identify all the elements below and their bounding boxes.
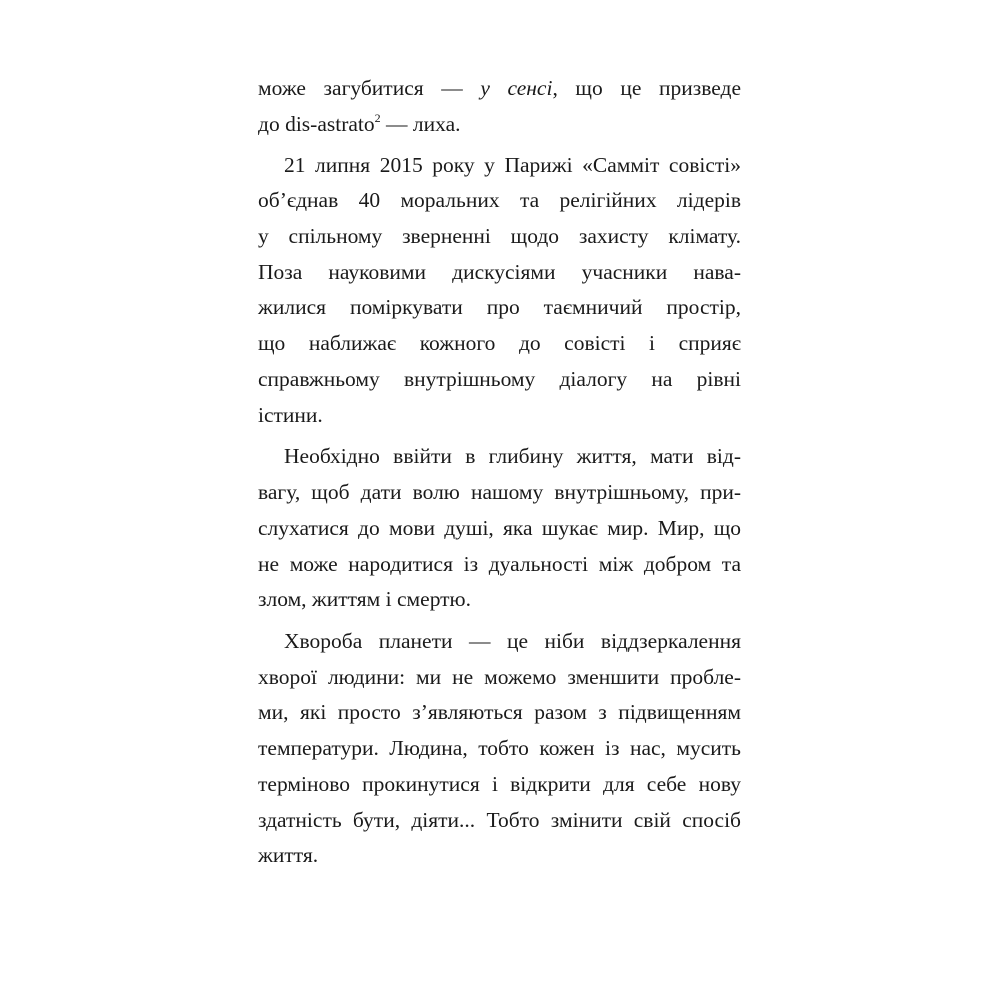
text-run: , що це призведе [552, 76, 741, 100]
paragraph-2-line-4: Поза науковими дискусіями учасники нава- [258, 260, 741, 284]
italic-text-run: у сенсі [480, 76, 553, 100]
paragraph-2-line-8: істини. [258, 403, 323, 427]
text-run: — лиха. [380, 112, 461, 136]
paragraph-4-line-1: Хвороба планети — це ніби віддзеркалення [284, 629, 741, 653]
paragraph-3-line-2: вагу, щоб дати волю нашому внутрішньому, при- [258, 480, 741, 504]
paragraph-3-line-5: злом, життям і смертю. [258, 587, 471, 611]
footnote-reference[interactable]: 2 [374, 111, 381, 125]
text-run: до dis-astrato [258, 112, 375, 136]
paragraph-2-line-2: об’єднав 40 моральних та релігійних лідерів [258, 188, 741, 212]
paragraph-2-line-1: 21 липня 2015 року у Парижі «Самміт совісті» [284, 153, 741, 177]
paragraph-4-line-4: температури. Людина, тобто кожен із нас, мусить [258, 736, 741, 760]
paragraph-2-line-3: у спільному зверненні щодо захисту клімату. [258, 224, 741, 248]
paragraph-3-line-4: не може народитися із дуальності між добром та [258, 552, 741, 576]
paragraph-1-line-1 [258, 78, 741, 100]
paragraph-4-line-6: здатність бути, діяти... Тобто змінити свій спосіб [258, 808, 741, 832]
paragraph-2-line-5: жилися поміркувати про таємничий простір, [258, 295, 741, 319]
paragraph-3-line-3: слухатися до мови душі, яка шукає мир. Мир, що [258, 516, 741, 540]
paragraph-4-line-3: ми, які просто з’являються разом з підвищенням [258, 700, 741, 724]
text-run: може загубитися — [258, 76, 481, 100]
paragraph-2-line-7: справжньому внутрішньому діалогу на рівні [258, 367, 741, 391]
paragraph-4-line-2: хворої людини: ми не можемо зменшити пробле- [258, 665, 741, 689]
paragraph-4-line-7: життя. [258, 843, 319, 867]
paragraph-4-line-5: терміново прокинутися і відкрити для себе нову [258, 772, 741, 796]
paragraph-1-line-2 [258, 111, 741, 136]
paragraph-2-line-6: що наближає кожного до совісті і сприяє [258, 331, 741, 355]
paragraph-3-line-1: Необхідно ввійти в глибину життя, мати від- [284, 444, 741, 468]
